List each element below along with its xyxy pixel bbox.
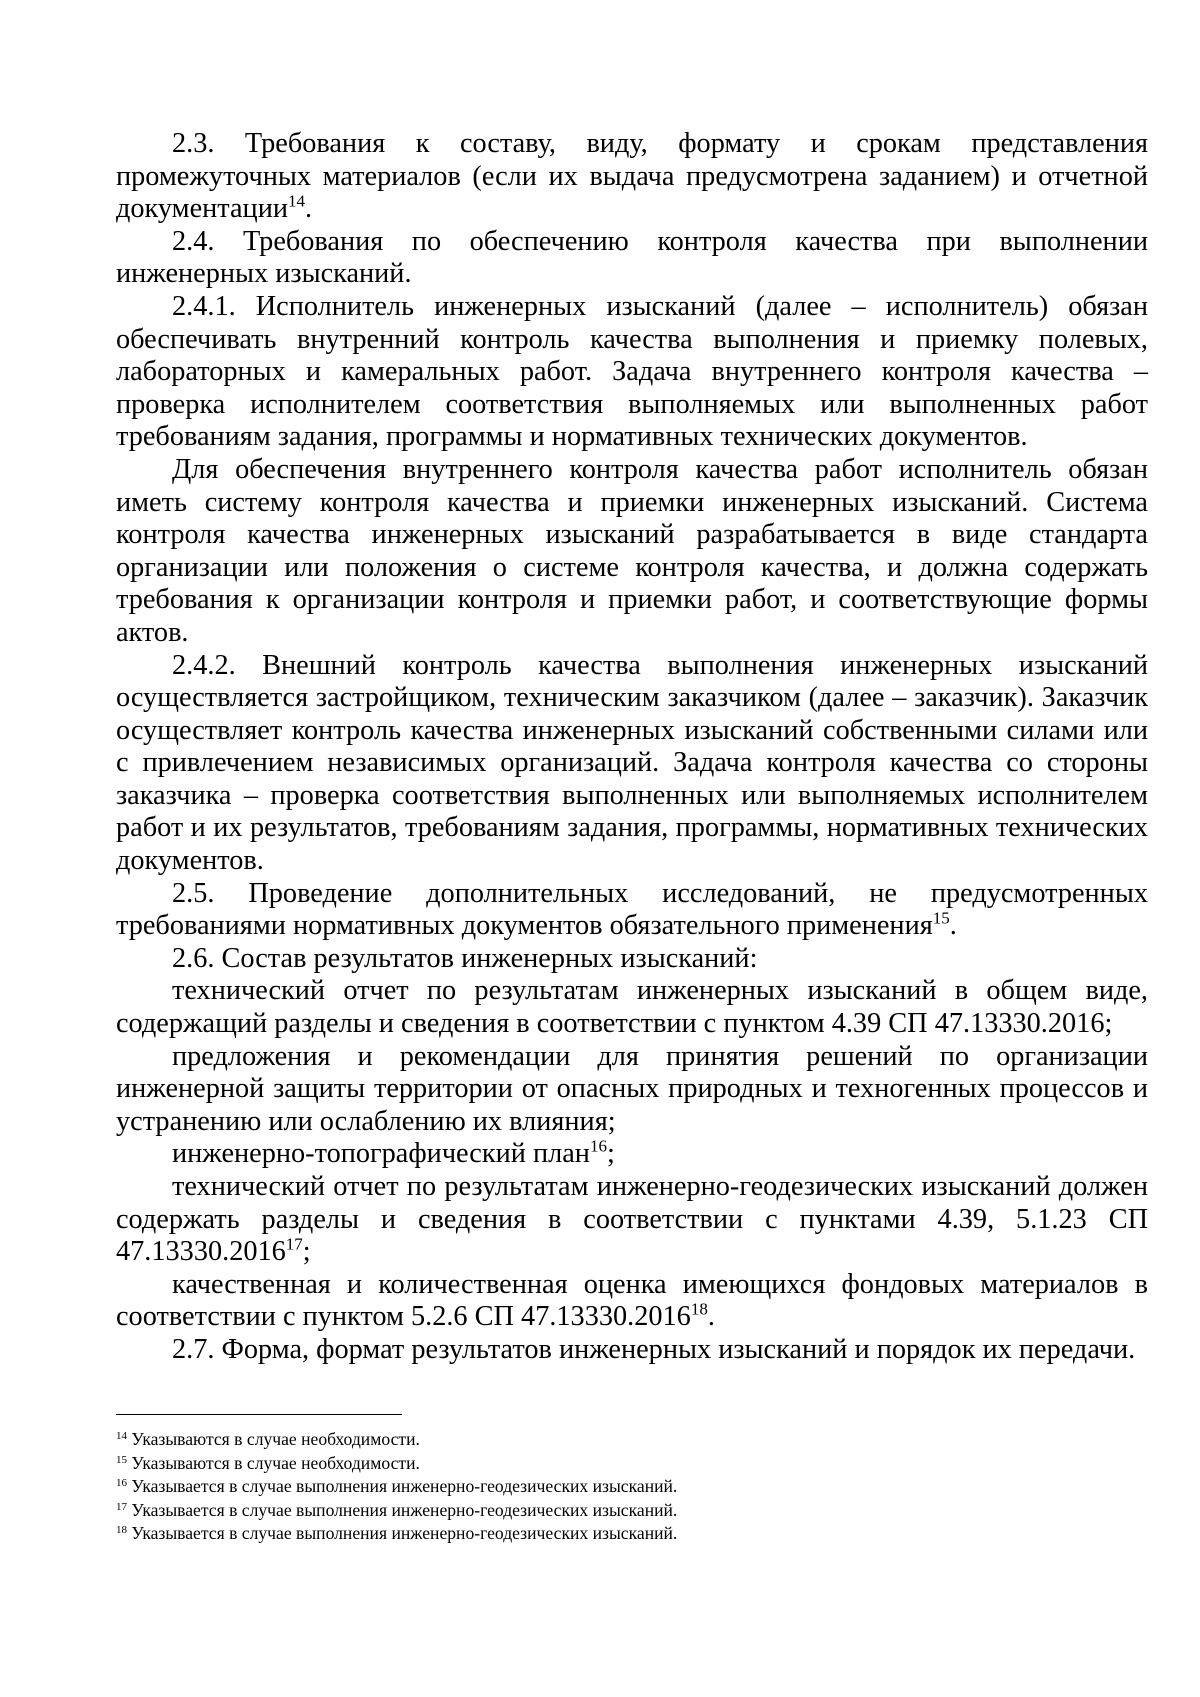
footnote-separator	[116, 1414, 402, 1415]
paragraph-2-6: 2.6. Состав результатов инженерных изысканий:	[172, 942, 758, 974]
footnotes	[116, 1428, 1148, 1546]
footnote-18: $^{18}$ Указывается в случае выполнения инженерно-геодезических изысканий.	[116, 1523, 678, 1543]
footnote-ref-18: 18	[690, 1299, 708, 1319]
paragraph-2-4: 2.4. Требования по обеспечению контроля качества при выполнении инженерных изысканий.	[116, 225, 1148, 290]
paragraph-2-5: 2.5. Проведение дополнительных исследований, не предусмотренных требованиями нормативных документов обязательного применения$^{15}$.	[116, 877, 1148, 942]
document-body	[116, 128, 1148, 1367]
paragraph-internal-control-system: Для обеспечения внутреннего контроля качества работ исполнитель обязан иметь систему контроля качества и приемки инженерных изысканий. Система контроля качества инженерных изысканий разрабатывается в виде стандарта организации или положения о системе контроля качества, и должна содержать требования к организации контроля и приемки работ, и соответствующие формы актов.	[116, 453, 1148, 648]
list-item-topographic-plan: инженерно-топографический план$^{16}$;	[172, 1136, 615, 1170]
footnote-17: $^{17}$ Указывается в случае выполнения инженерно-геодезических изысканий.	[116, 1499, 678, 1520]
list-item-geodetic-report: технический отчет по результатам инженерно-геодезических изысканий должен содержать разделы и сведения в соответствии с пунктами 4.39, 5.1.23 СП 47.13330.2016$^{17}$;	[116, 1171, 1148, 1268]
paragraph-2-4-2: 2.4.2. Внешний контроль качества выполнения инженерных изысканий осуществляется застройщиком, техническим заказчиком (далее – заказчик). Заказчик осуществляет контроль качества инженерных изысканий собственными силами или с привлечением независимых организаций. Задача контроля качества со стороны заказчика – проверка соответствия выполненных или выполняемых исполнителем работ и их результатов, требованиям задания, программы, нормативных технических документов.	[116, 649, 1148, 877]
list-item-proposals: предложения и рекомендации для принятия решений по организации инженерной защиты территории от опасных природных и техногенных процессов и устранению или ослаблению их влияния;	[116, 1040, 1148, 1137]
footnote-ref-16: 16	[589, 1136, 607, 1156]
list-item-fund-materials: качественная и количественная оценка имеющихся фондовых материалов в соответствии с пунктом 5.2.6 СП 47.13330.2016$^{18}$.	[116, 1268, 1148, 1333]
footnote-16: $^{16}$ Указывается в случае выполнения инженерно-геодезических изысканий.	[116, 1476, 678, 1496]
footnote-15: $^{15}$ Указываются в случае необходимости.	[116, 1452, 420, 1473]
footnote-ref-14: 14	[287, 191, 305, 211]
footnote-ref-15: 15	[932, 908, 950, 928]
footnote-ref-17: 17	[285, 1234, 303, 1254]
footnote-14: $^{14}$ Указываются в случае необходимости.	[116, 1429, 420, 1449]
paragraph-2-4-1: 2.4.1. Исполнитель инженерных изысканий (далее – исполнитель) обязан обеспечивать внутренний контроль качества выполнения и приемку полевых, лабораторных и камеральных работ. Задача внутреннего контроля качества – проверка исполнителем соответствия выполняемых или выполненных работ требованиям задания, программы и нормативных технических документов.	[116, 290, 1148, 453]
list-item-technical-report: технический отчет по результатам инженерных изысканий в общем виде, содержащий разделы и сведения в соответствии с пунктом 4.39 СП 47.13330.2016;	[116, 975, 1148, 1040]
paragraph-2-7: 2.7. Форма, формат результатов инженерных изысканий и порядок их передачи.	[172, 1333, 1136, 1365]
paragraph-2-3: 2.3. Требования к составу, виду, формату и срокам представления промежуточных материалов (если их выдача предусмотрена заданием) и отчетной документации$^{14}$.	[116, 128, 1148, 225]
